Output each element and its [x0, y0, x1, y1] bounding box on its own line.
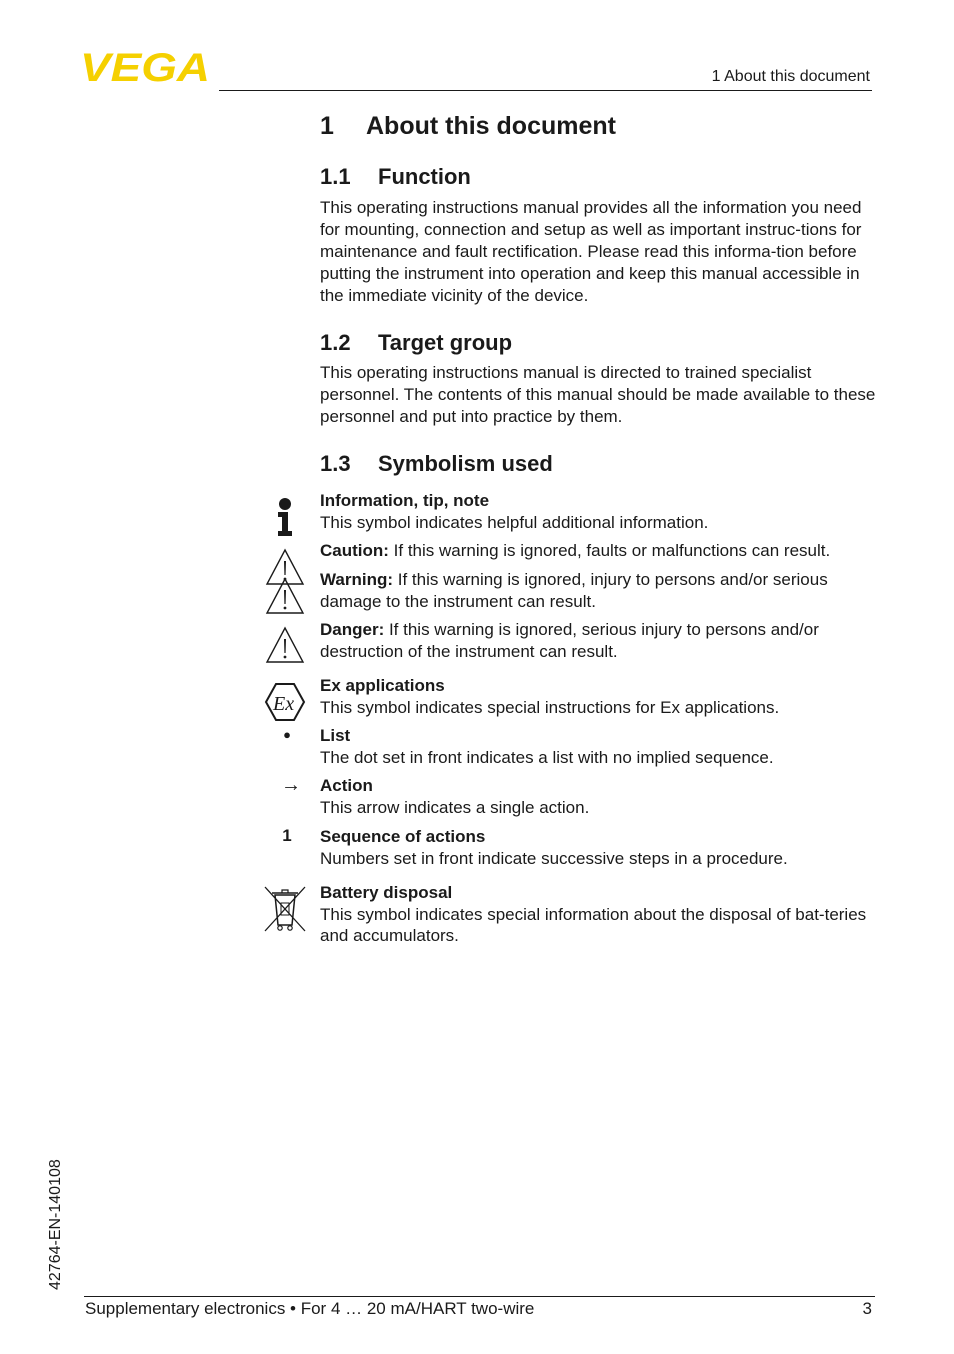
- section-heading-target-group: 1.2 Target group: [320, 330, 513, 355]
- ex-icon: [264, 682, 306, 722]
- footer-title: Supplementary electronics • For 4 … 20 mA/HART two-wire: [85, 1299, 535, 1318]
- vega-logo: [80, 50, 212, 84]
- symbol-info: Information, tip, note This symbol indicates helpful additional information.: [320, 491, 709, 532]
- chapter-heading: [320, 112, 616, 141]
- section-heading-function: 1.1 Function: [320, 164, 471, 189]
- symbol-action: Action This arrow indicates a single action.: [320, 776, 590, 817]
- sequence-number-icon: 1: [282, 826, 292, 845]
- section-heading-symbolism: 1.3 Symbolism used: [320, 451, 553, 476]
- info-icon: [274, 497, 296, 537]
- header-rule: [219, 90, 872, 91]
- symbol-warning: Warning: If this warning is ignored, injury to persons and/or serious damage to the instrument can result.: [320, 570, 828, 611]
- action-arrow-icon: →: [281, 774, 301, 796]
- section-body-function: This operating instructions manual provides all the information you need for mounting, connection and setup as well as important instruc-tions for maintenance and fault rectification. Please read this informa-tion before putting the instrument into operation and keep this manual accessible in the immediate vicinity of the device.: [320, 198, 862, 305]
- document-id: 42764-EN-140108: [47, 1159, 64, 1290]
- svg-text:VEGA: VEGA: [80, 50, 210, 84]
- symbol-danger: Danger: If this warning is ignored, serious injury to persons and/or destruction of the instrument can result.: [320, 620, 819, 661]
- running-head: 1 About this document: [711, 68, 870, 85]
- battery-disposal-icon: [263, 885, 307, 933]
- footer-rule: [84, 1296, 875, 1297]
- symbol-battery-disposal: Battery disposal This symbol indicates special information about the disposal of bat-teries and accumulators.: [320, 883, 867, 945]
- chapter-title: About this document: [366, 112, 616, 140]
- chapter-number: 1: [320, 112, 334, 140]
- symbol-ex: Ex applications This symbol indicates special instructions for Ex applications.: [320, 676, 780, 717]
- page-number: 3: [862, 1299, 872, 1318]
- symbol-caution: Caution: If this warning is ignored, faults or malfunctions can result.: [320, 541, 831, 560]
- symbol-list: List The dot set in front indicates a list with no implied sequence.: [320, 726, 774, 767]
- symbol-sequence: Sequence of actions Numbers set in front indicate successive steps in a procedure.: [320, 827, 788, 868]
- svg-text:Ex: Ex: [273, 693, 295, 715]
- warning-icon: [265, 577, 305, 615]
- danger-icon: [265, 626, 305, 664]
- list-bullet-icon: ●: [283, 727, 291, 742]
- section-body-target-group: This operating instructions manual is directed to trained specialist personnel. The contents of this manual should be made available to these personnel and put into practice by them.: [320, 363, 876, 426]
